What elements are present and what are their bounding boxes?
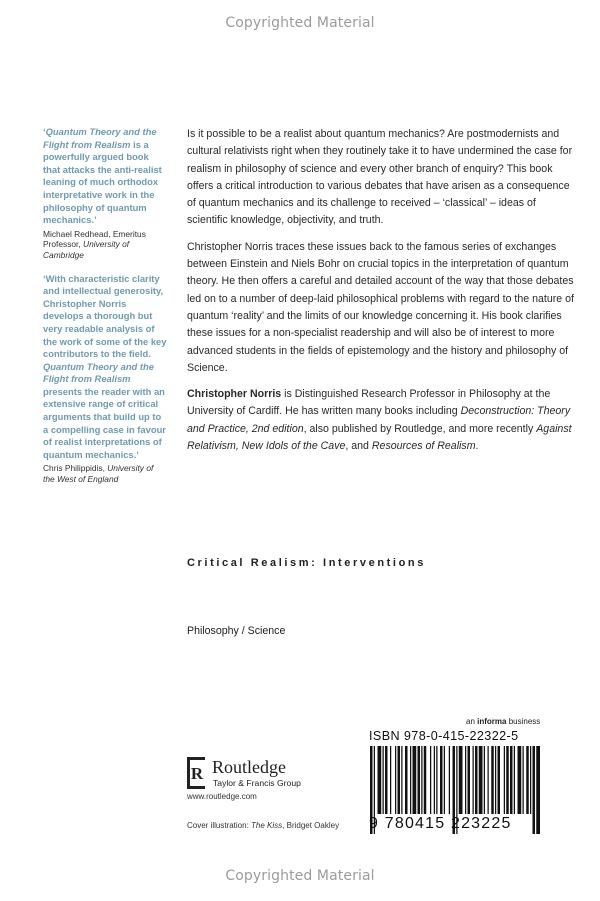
author-name: Christopher Norris xyxy=(187,388,282,401)
quote-2-body-a: ‘With characteristic clarity and intellectual generosity, Christopher Norris develops a thorough but very readable analysis of the work of some of the key contributors to the field. xyxy=(43,272,167,360)
barcode-bar xyxy=(498,746,501,814)
logo-letter: R xyxy=(190,764,204,783)
barcode-bar xyxy=(468,746,471,814)
quote-1-book-title: Quantum Theory and the Flight from Realism xyxy=(43,126,157,150)
publisher-url: www.routledge.com xyxy=(187,792,257,801)
quote-2-body-b: presents the reader with an extensive range of critical arguments that build up to a compelling case in favour of realist interpretations of quantum mechanics.’ xyxy=(43,385,166,460)
barcode-bar xyxy=(418,746,421,814)
barcode-bar xyxy=(398,746,401,814)
barcode-bar xyxy=(421,746,422,814)
publisher-name: Routledge xyxy=(212,757,286,777)
barcode-digits: 9 780415 223225 xyxy=(369,815,512,832)
barcode-bar xyxy=(395,746,396,814)
watermark-top: Copyrighted Material xyxy=(225,15,375,31)
barcode-bar xyxy=(495,746,496,814)
barcode-bar xyxy=(436,746,437,814)
book-title-3: Resources of Realism xyxy=(371,440,476,453)
cover-credit: Cover illustration: The Kiss, Bridget Oakley xyxy=(187,821,340,830)
barcode-bar xyxy=(378,746,382,814)
quote-2-attribution: Chris Philippidis, University of the West of England xyxy=(43,463,154,485)
barcode-bar xyxy=(506,746,509,814)
barcode-bar xyxy=(514,746,515,814)
quote-1-attribution: Michael Redhead, Emeritus Professor, University of Cambridge xyxy=(43,228,146,260)
endorsement-quotes xyxy=(43,126,167,485)
barcode-bar xyxy=(440,746,443,814)
isbn-label: ISBN 978-0-415-22322-5 xyxy=(369,729,519,743)
barcode-bar xyxy=(424,746,427,814)
barcode-bar xyxy=(530,746,531,814)
barcode-bar xyxy=(484,746,485,814)
barcode-bar xyxy=(434,746,435,814)
barcode-bar xyxy=(479,746,483,814)
quote-2 xyxy=(43,273,167,485)
barcode-bar xyxy=(491,746,494,814)
blurb-paragraph-2: Christopher Norris traces these issues back to the famous series of exchanges between Einstein and Niels Bohr on crucial topics in the interpretation of quantum theory. He then offers a careful and detailed account of the way that those debates led on to a number of deep-laid philosophical problems with regard to the nature of quantum ‘reality’ and the limits of our knowledge concerning it. His book clarifies these issues for a non-specialist readership and will also be of interest to more advanced students in the fields of epistemology and the history and philosophy of Science. xyxy=(187,240,574,374)
barcode-bar xyxy=(410,746,411,814)
blurb-paragraph-1: Is it possible to be a realist about quantum mechanics? Are postmodernists and cultural relativists right when they routinely take it to have undermined the case for realism in philosophy of science and every other branch of enquiry? This book offers a critical introduction to various debates that have arisen as a consequence of quantum mechanics and its challenge to received – ‘classical’ – ideas of scientific knowledge, objectivity, and truth. xyxy=(187,128,573,227)
barcode-bar xyxy=(510,746,513,814)
barcode-bar xyxy=(390,746,391,814)
barcode-bar xyxy=(401,746,402,814)
author-bio: Christopher Norris is Distinguished Research Professor in Philosophy at the University of Cardiff. He has written many books including Deconstruction: Theory and Practice, 2nd edition, also published by Routledge, and more recently Against Relativism, New Idols of the Cave, and Resources of Realism. xyxy=(187,388,572,453)
barcode-bar xyxy=(518,746,522,814)
barcode-bar xyxy=(444,746,445,814)
quote-1-open: ‘ xyxy=(43,126,46,137)
watermark-bottom: Copyrighted Material xyxy=(225,868,375,884)
quote-1 xyxy=(43,126,167,261)
blurb xyxy=(187,126,577,464)
barcode-bar xyxy=(504,746,505,814)
barcode-bar xyxy=(413,746,417,814)
book-title-1: Deconstruction: Theory and Practice, 2nd edition xyxy=(187,405,571,435)
barcode-bar xyxy=(405,746,408,814)
subject-category: Philosophy / Science xyxy=(187,625,286,637)
routledge-logo-icon xyxy=(186,757,206,789)
barcode-bar xyxy=(523,746,524,814)
barcode-bar xyxy=(526,746,529,814)
quote-2-book-title: Quantum Theory and the Flight from Realism xyxy=(43,360,154,385)
quote-1-body: is a powerfully argued book that attacks the anti-realist leaning of much orthodox interpretative work in the philosophy of quantum mechanics.’ xyxy=(43,138,162,226)
publisher-group: Taylor & Francis Group xyxy=(213,778,301,788)
barcode-bar xyxy=(465,746,466,814)
book-title-2: Against Relativism, New Idols of the Cave xyxy=(187,422,572,453)
informa-tagline: an informa business xyxy=(466,717,541,726)
barcode-bar xyxy=(430,746,431,814)
barcode-bar xyxy=(385,746,388,814)
barcode-bar xyxy=(475,746,478,814)
series-title: Critical Realism: Interventions xyxy=(187,557,426,569)
barcode-bar xyxy=(459,746,463,814)
barcode-bar xyxy=(488,746,489,814)
barcode-bar xyxy=(473,746,474,814)
barcode-bar xyxy=(449,746,450,814)
barcode-bar xyxy=(383,746,384,814)
